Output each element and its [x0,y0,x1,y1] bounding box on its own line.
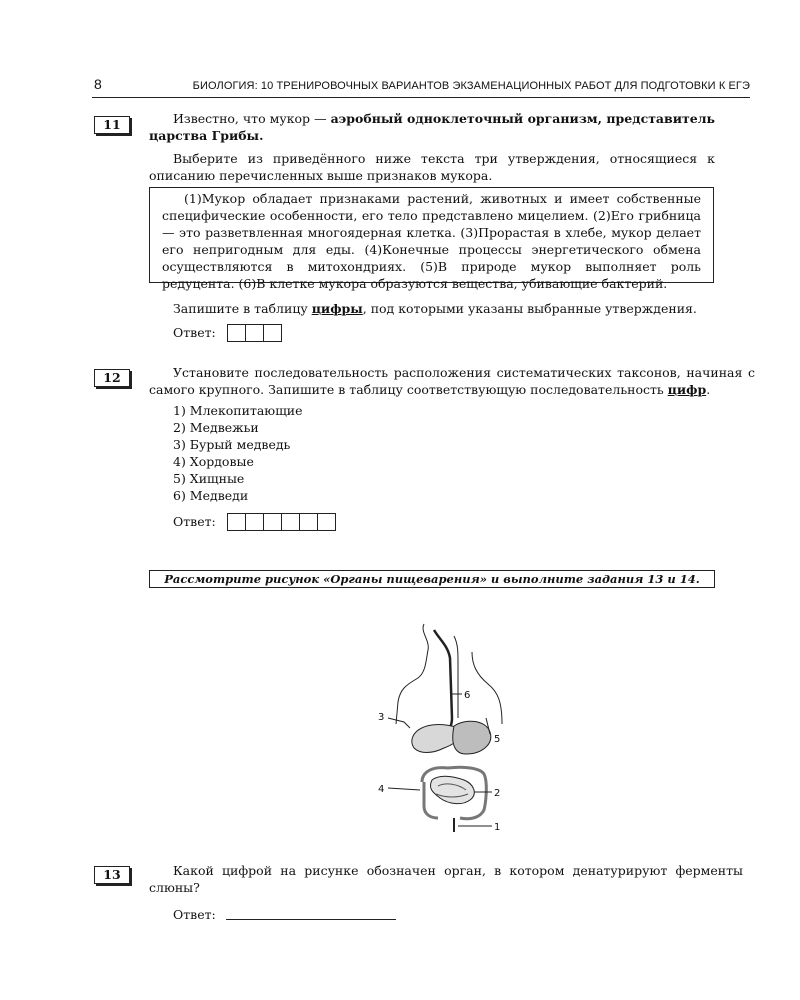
answer-cell[interactable] [228,325,246,341]
answer-cell[interactable] [264,514,282,530]
q12-answer-label: Ответ: [173,514,216,529]
figure-label-6: 6 [464,690,471,701]
q12-option: 3) Бурый медведь [173,437,291,452]
q11-intro [149,110,715,144]
figure-label-3: 3 [378,712,385,723]
q12-option: 1) Млекопитающие [173,403,303,418]
stomach [453,721,491,754]
q11-answer-cells[interactable] [227,324,282,342]
q12-instruction-text: Установите последовательность расположения систематических таксонов, начиная с самого крупного. Запишите в таблицу соответствующую последовательность [149,365,755,397]
body-outline-right [472,652,502,724]
q13-answer-label: Ответ: [173,907,216,922]
answer-cell[interactable] [318,514,335,530]
figure-label-4: 4 [378,784,385,795]
figure-label-2: 2 [494,788,501,799]
figure-instruction-banner: Рассмотрите рисунок «Органы пищеварения» и выполните задания 13 и 14. [149,570,715,588]
q11-record-before: Запишите в таблицу [173,301,312,316]
q12-instruction-keyword: цифр [667,382,707,397]
esophagus [434,630,452,732]
q12-option: 6) Медведи [173,488,249,503]
answer-cell[interactable] [246,514,264,530]
digestive-organs-figure [374,622,504,834]
answer-cell[interactable] [228,514,246,530]
q12-instruction-end: . [706,382,711,397]
page-number: 8 [94,76,102,92]
question-number-11: 11 [94,116,130,134]
figure-label-5: 5 [494,734,501,745]
answer-cell[interactable] [282,514,300,530]
q12-answer-cells[interactable] [227,513,336,531]
q11-intro-text: Известно, что мукор — [173,111,331,126]
header-divider [92,97,750,98]
answer-cell[interactable] [246,325,264,341]
q11-answer-label: Ответ: [173,325,216,340]
q13-question: Какой цифрой на рисунке обозначен орган, в котором денатурируют ферменты слюны? [149,863,743,895]
q13-answer-line[interactable] [226,919,396,920]
q12-option: 5) Хищные [173,471,245,486]
q12-option: 2) Медвежьи [173,420,259,435]
answer-cell[interactable] [264,325,281,341]
running-title: БИОЛОГИЯ: 10 ТРЕНИРОВОЧНЫХ ВАРИАНТОВ ЭКЗАМЕНАЦИОННЫХ РАБОТ ДЛЯ ПОДГОТОВКИ К ЕГЭ [192,80,750,92]
q11-instruction: Выберите из приведённого ниже текста три утверждения, относящиеся к описанию перечисленных выше признаков мукора. [149,151,715,183]
figure-label-1: 1 [494,822,501,833]
body-outline-left [396,624,428,724]
q11-record-keyword: цифры [311,301,363,316]
question-number-12: 12 [94,369,130,387]
q12-instruction [149,364,755,398]
answer-cell[interactable] [300,514,318,530]
q12-option: 4) Хордовые [173,454,254,469]
q11-record-instruction [173,300,733,317]
q11-passage: (1)Мукор обладает признаками растений, животных и имеет собственные специфические особенности, его тело представлено мицелием. (2)Его грибница — это разветвленная многоядерная клетка. (3)Прорастая в хлебе, мукор делает его непригодным для еды. (4)Конечные процессы энергетического обмена осуществляются в митохондриях. (5)В природе мукор выполняет роль редуцента. (6)В клетке мукора образуются вещества, убивающие бактерий. [149,187,714,283]
pointer-3 [388,718,410,728]
q12-options [173,402,303,504]
q11-record-after: , под которыми указаны выбранные утверждения. [362,301,697,316]
pointer-4 [388,788,420,790]
question-number-13: 13 [94,866,130,884]
small-intestine [430,776,474,803]
q11-intro-bold: аэробный одноклеточный организм, представитель царства Грибы. [149,111,715,143]
